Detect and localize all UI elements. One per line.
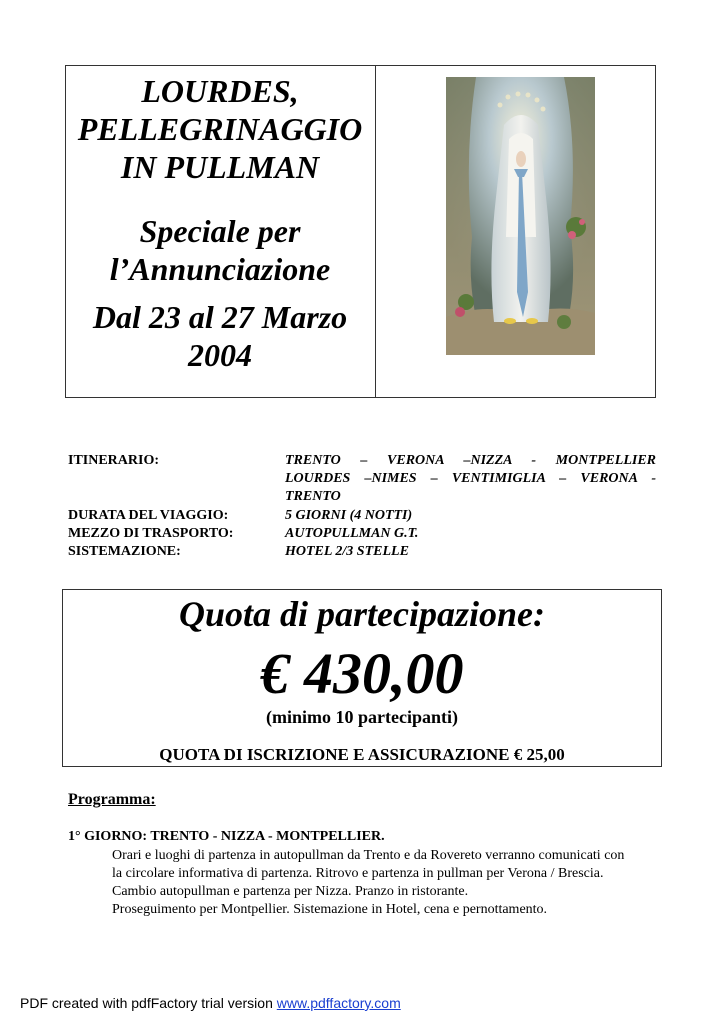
subtitle-line-1: Speciale per [139, 213, 301, 249]
itinerary-line-2: LOURDES –NIMES – VENTIMIGLIA – VERONA - [285, 471, 656, 486]
pdf-footer [20, 995, 401, 1011]
day1-description [112, 847, 657, 919]
transport-value: AUTOPULLMAN G.T. [285, 526, 419, 541]
title-line-1: LOURDES, [141, 73, 299, 109]
header-title-block [65, 72, 375, 374]
program-heading: Programma: [68, 791, 156, 808]
duration-value: 5 GIORNI (4 NOTTI) [285, 508, 413, 523]
day1-line-3: Cambio autopullman e partenza per Nizza. Pranzo in ristorante. [112, 884, 469, 899]
title-line-2: PELLEGRINAGGIO [77, 111, 363, 147]
footer-text: PDF created with pdfFactory trial version [20, 995, 277, 1011]
day1-line-1: Orari e luoghi di partenza in autopullman da Trento e da Rovereto verranno comunicati con [112, 848, 625, 863]
price-minimum-note: (minimo 10 partecipanti) [266, 707, 458, 727]
footer-link[interactable]: www.pdffactory.com [276, 995, 401, 1011]
madonna-image [446, 77, 595, 355]
duration-label: DURATA DEL VIAGGIO: [68, 508, 229, 523]
registration-fee: QUOTA DI ISCRIZIONE E ASSICURAZIONE € 25,00 [159, 745, 565, 764]
subtitle-line-2: l’Annunciazione [109, 251, 331, 287]
date-line-1: Dal 23 al 27 Marzo [92, 299, 348, 335]
itinerary-label: ITINERARIO: [68, 453, 160, 468]
madonna-of-lourdes-icon [446, 77, 595, 355]
transport-label: MEZZO DI TRASPORTO: [68, 526, 234, 541]
itinerary-line-3: TRENTO [285, 489, 341, 504]
itinerary-value [285, 452, 656, 506]
itinerary-line-1: TRENTO – VERONA –NIZZA - MONTPELLIER [285, 453, 656, 468]
price-amount: € 430,00 [260, 641, 464, 706]
title-line-3: IN PULLMAN [120, 149, 320, 185]
day1-line-4: Proseguimento per Montpellier. Sistemazione in Hotel, cena e pernottamento. [112, 902, 548, 917]
date-line-2: 2004 [188, 337, 252, 373]
accommodation-label: SISTEMAZIONE: [68, 544, 181, 559]
day1-line-2: la circolare informativa di partenza. Ritrovo e partenza in pullman per Verona / Brescia. [112, 866, 604, 881]
day1-title: 1° GIORNO: TRENTO - NIZZA - MONTPELLIER. [68, 829, 385, 844]
header-divider [375, 65, 376, 398]
accommodation-value: HOTEL 2/3 STELLE [285, 544, 409, 559]
price-title: Quota di partecipazione: [179, 594, 545, 634]
